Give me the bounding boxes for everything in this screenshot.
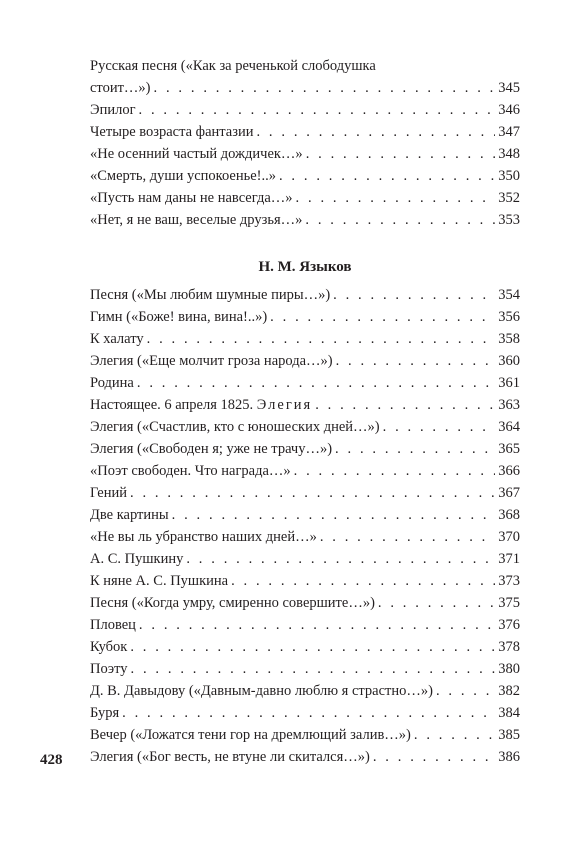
toc-entry [90, 680, 520, 702]
toc-entry [90, 636, 520, 658]
toc-entry-title: Четыре возраста фантазии [90, 124, 254, 140]
toc-entry [90, 306, 520, 328]
toc-entry [90, 209, 520, 231]
toc-entry [90, 724, 520, 746]
toc-entry-page: 376 [498, 617, 520, 633]
toc-section-2 [90, 284, 520, 768]
toc-entry [90, 328, 520, 350]
toc-entry-title: Песня («Когда умру, смиренно совершите…») [90, 595, 375, 611]
dot-leader [122, 702, 495, 724]
dot-leader [305, 209, 495, 231]
toc-entry [90, 570, 520, 592]
dot-leader [186, 548, 495, 570]
toc-entry [90, 526, 520, 548]
toc-entry-page: 353 [498, 212, 520, 228]
dot-leader [335, 438, 495, 460]
toc-entry [90, 658, 520, 680]
dot-leader [436, 680, 495, 702]
toc-entry-page: 364 [498, 419, 520, 435]
toc-entry-page: 363 [498, 397, 520, 413]
toc-entry [90, 372, 520, 394]
toc-entry-page: 367 [498, 485, 520, 501]
toc-entry-title: Д. В. Давыдову («Давным-давно люблю я страстно…») [90, 683, 433, 699]
dot-leader [139, 99, 496, 121]
toc-entry-page: 361 [498, 375, 520, 391]
toc-entry [90, 416, 520, 438]
toc-entry-page: 354 [498, 287, 520, 303]
toc-entry-page: 375 [498, 595, 520, 611]
toc-entry-title: Гений [90, 485, 127, 501]
dot-leader [130, 482, 495, 504]
toc-entry [90, 165, 520, 187]
toc-entry-title: Пловец [90, 617, 136, 633]
toc-entry-title: А. С. Пушкину [90, 551, 184, 567]
toc-entry [90, 99, 520, 121]
toc-entry-page: 350 [498, 168, 520, 184]
dot-leader [256, 121, 495, 143]
toc-entry-page: 347 [498, 124, 520, 140]
toc-entry [90, 187, 520, 209]
toc-entry-title: «Нет, я не ваш, веселые друзья…» [90, 212, 303, 228]
toc-entry-title: Элегия («Счастлив, кто с юношеских дней…») [90, 419, 380, 435]
toc-entry-title: К халату [90, 331, 144, 347]
toc-entry-title: «Не осенний частый дождичек…» [90, 146, 303, 162]
dot-leader [378, 592, 495, 614]
toc-entry [90, 614, 520, 636]
dot-leader [139, 614, 495, 636]
toc-entry-page: 365 [498, 441, 520, 457]
toc-entry-page: 382 [498, 683, 520, 699]
dot-leader [320, 526, 495, 548]
dot-leader [296, 187, 496, 209]
toc-entry-page: 360 [498, 353, 520, 369]
toc-entry [90, 504, 520, 526]
dot-leader [231, 570, 495, 592]
toc-entry-page: 358 [498, 331, 520, 347]
toc-entry-title: Эпилог [90, 102, 136, 118]
dot-leader [294, 460, 496, 482]
dot-leader [373, 746, 495, 768]
dot-leader [154, 77, 496, 99]
dot-leader [131, 658, 496, 680]
toc-entry-page: 380 [498, 661, 520, 677]
dot-leader [333, 284, 495, 306]
toc-entry-title: Элегия («Бог весть, не втуне ли скитался…») [90, 749, 370, 765]
toc-entry-title: Гимн («Боже! вина, вина!..») [90, 309, 268, 325]
toc-entry-title: «Пусть нам даны не навсегда…» [90, 190, 293, 206]
section-heading-author: Н. М. Языков [258, 259, 352, 275]
toc-entry [90, 746, 520, 768]
dot-leader [130, 636, 495, 658]
toc-entry-title: «Не вы ль убранство наших дней…» [90, 529, 317, 545]
toc-entry-title: Элегия («Свободен я; уже не трачу…») [90, 441, 333, 457]
dot-leader [414, 724, 495, 746]
toc-entry [90, 548, 520, 570]
toc-entry-page: 378 [498, 639, 520, 655]
toc-entry-title-main: Настоящее. 6 апреля 1825. [90, 397, 254, 413]
page-number: 428 [40, 752, 63, 768]
toc-entry-title: «Поэт свободен. Что награда…» [90, 463, 291, 479]
dot-leader [279, 165, 495, 187]
toc-entry-page: 366 [498, 463, 520, 479]
toc-entry-page: 356 [498, 309, 520, 325]
toc-entry [90, 438, 520, 460]
toc-section-1 [90, 55, 520, 231]
toc-entry-page: 370 [498, 529, 520, 545]
toc-entry [90, 121, 520, 143]
toc-entry-page: 386 [498, 749, 520, 765]
toc-entry-page: 345 [498, 80, 520, 96]
toc-entry [90, 394, 520, 416]
toc-entry-title [90, 394, 312, 416]
toc-entry-page: 368 [498, 507, 520, 523]
toc-entry-title: Песня («Мы любим шумные пиры…») [90, 287, 331, 303]
dot-leader [336, 350, 496, 372]
toc-entry [90, 55, 520, 99]
toc-entry-title: стоит…») [90, 80, 151, 96]
toc-entry-title: Русская песня («Как за реченькой слободушка [90, 58, 376, 74]
toc-entry [90, 350, 520, 372]
toc-entry-page: 384 [498, 705, 520, 721]
toc-entry [90, 482, 520, 504]
dot-leader [270, 306, 495, 328]
toc-entry-page: 385 [498, 727, 520, 743]
toc-entry-title: «Смерть, души успокоенье!..» [90, 168, 276, 184]
toc-entry-title: Родина [90, 375, 134, 391]
toc-entry-genre: Элегия [256, 397, 313, 413]
toc-entry-page: 352 [498, 190, 520, 206]
dot-leader [137, 372, 495, 394]
toc-entry-title: Вечер («Ложатся тени гор на дремлющий залив…») [90, 727, 411, 743]
toc-entry [90, 592, 520, 614]
toc-entry-page: 348 [498, 146, 520, 162]
dot-leader [147, 328, 496, 350]
toc-entry-title: Кубок [90, 639, 128, 655]
toc-entry-title: Поэту [90, 661, 128, 677]
toc-entry-title: Элегия («Еще молчит гроза народа…») [90, 353, 333, 369]
toc-entry [90, 460, 520, 482]
dot-leader [306, 143, 496, 165]
toc-entry [90, 702, 520, 724]
dot-leader [315, 394, 495, 416]
toc-entry-title: Две картины [90, 507, 169, 523]
dot-leader [383, 416, 496, 438]
toc-entry-title: К няне А. С. Пушкина [90, 573, 229, 589]
toc-entry-page: 373 [498, 573, 520, 589]
toc-entry-page: 346 [498, 102, 520, 118]
toc-entry-title: Буря [90, 705, 120, 721]
toc-entry [90, 143, 520, 165]
toc-entry-page: 371 [498, 551, 520, 567]
dot-leader [172, 504, 496, 526]
toc-entry [90, 284, 520, 306]
